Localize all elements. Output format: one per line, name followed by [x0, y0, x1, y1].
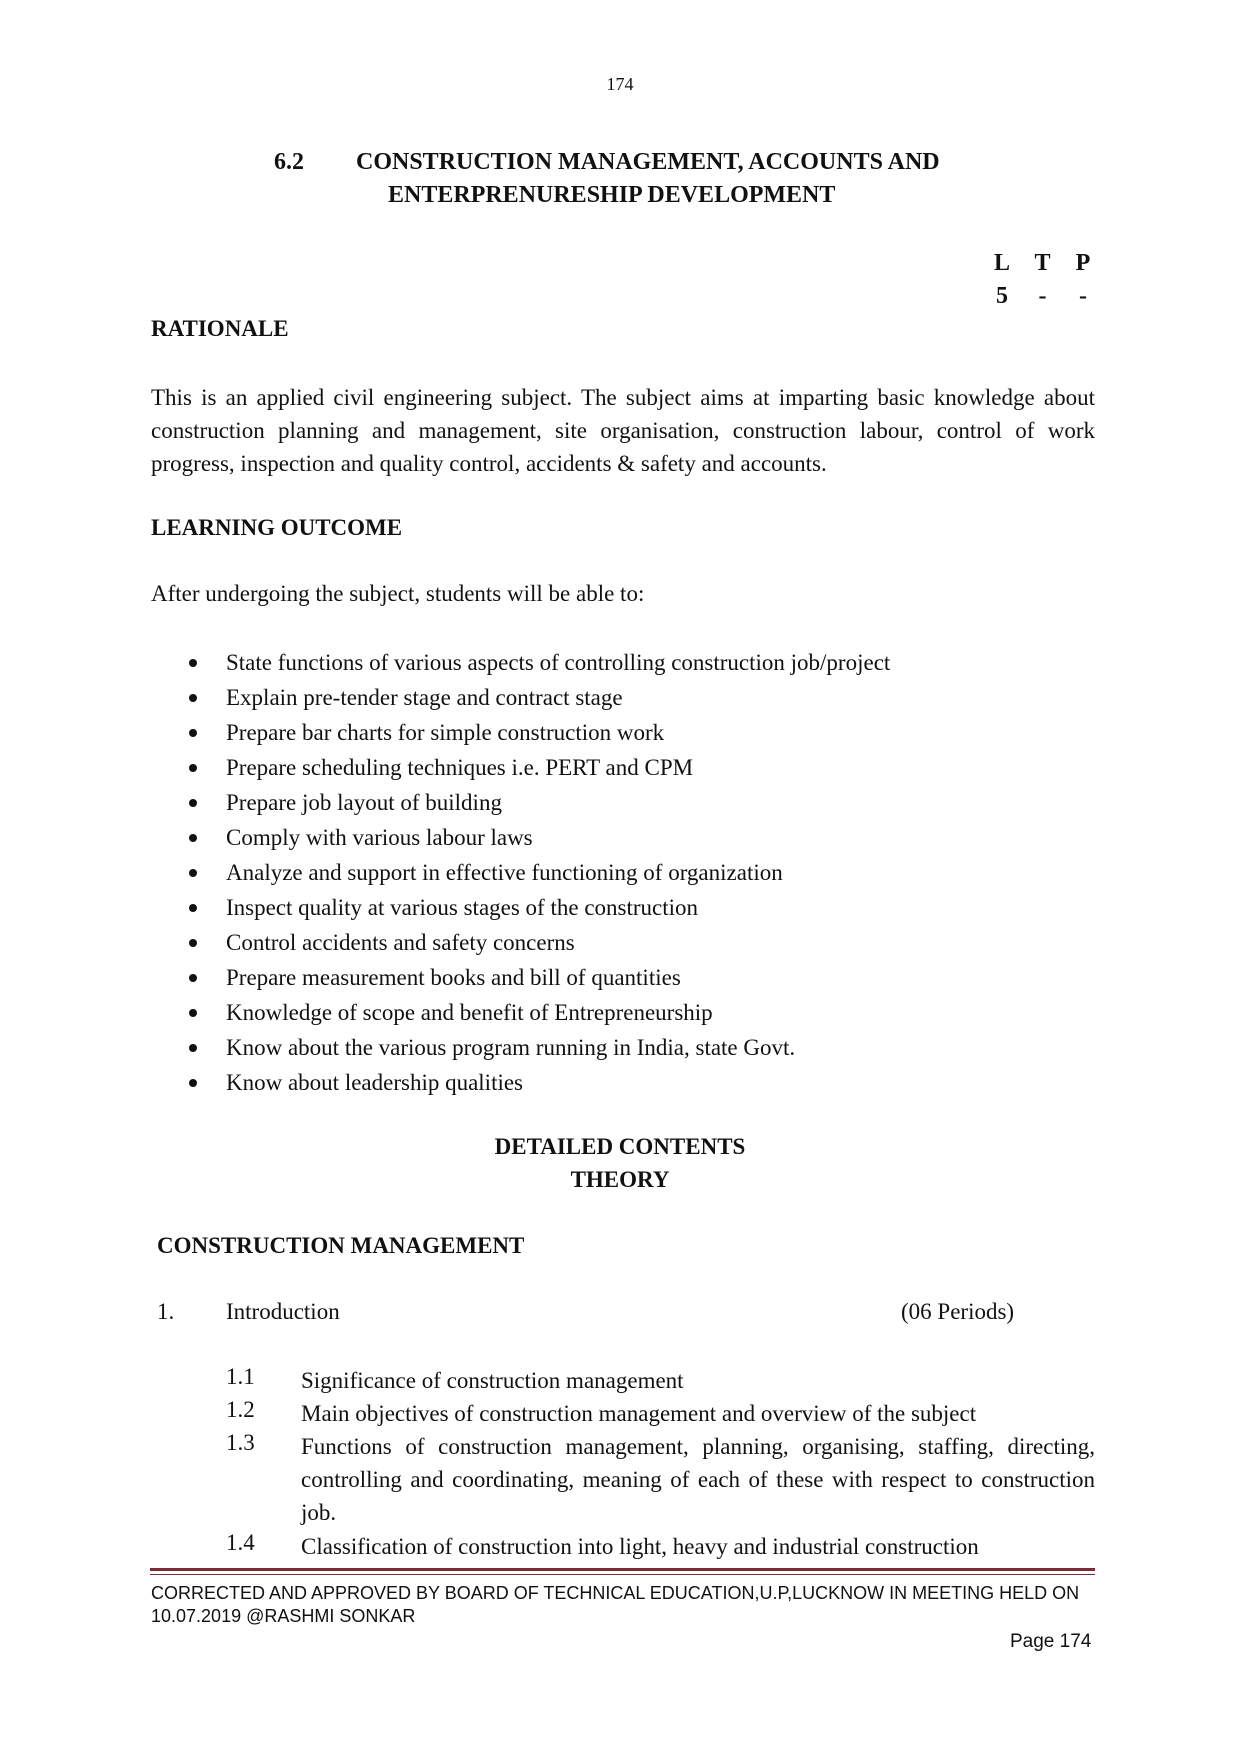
- subitem-text: Classification of construction into light, heavy and industrial construction: [301, 1534, 979, 1559]
- list-item: Prepare scheduling techniques i.e. PERT and CPM: [185, 750, 890, 785]
- footer-page-number: Page 174: [1010, 1631, 1092, 1652]
- list-item: Know about the various program running in India, state Govt.: [185, 1030, 890, 1065]
- unit-number: 1.: [157, 1299, 175, 1324]
- ltp-value-l: 5: [996, 283, 1008, 309]
- bullet-icon: [189, 729, 197, 737]
- footer-approval-note: CORRECTED AND APPROVED BY BOARD OF TECHNICAL EDUCATION,U.P,LUCKNOW IN MEETING HELD ON 10.07.2019 @RASHMI SONKAR: [151, 1583, 1080, 1626]
- bullet-icon: [189, 1009, 197, 1017]
- ltp-value-p: -: [1079, 283, 1087, 309]
- learning-outcome-heading: LEARNING OUTCOME: [151, 515, 403, 540]
- bullet-icon: [189, 869, 197, 877]
- ltp-value-row: [990, 283, 1095, 310]
- title-line-1: CONSTRUCTION MANAGEMENT, ACCOUNTS AND: [356, 149, 940, 175]
- learning-outcome-intro: After undergoing the subject, students will be able to:: [151, 581, 645, 606]
- bullet-icon: [189, 834, 197, 842]
- bullet-icon: [189, 1044, 197, 1052]
- subitem-number: 1.3: [226, 1430, 255, 1455]
- section-number: 6.2: [274, 149, 304, 175]
- list-item: Prepare measurement books and bill of quantities: [185, 960, 890, 995]
- page-number-top: 174: [606, 74, 634, 94]
- subitem-text: Significance of construction management: [301, 1368, 684, 1393]
- ltp-value-t: -: [1038, 283, 1047, 309]
- construction-management-heading: CONSTRUCTION MANAGEMENT: [157, 1233, 525, 1258]
- footer-divider-thin: [150, 1574, 1095, 1575]
- title-line-2: ENTERPRENURESHIP DEVELOPMENT: [388, 182, 836, 208]
- subitem-text: Main objectives of construction management and overview of the subject: [301, 1401, 977, 1426]
- detailed-contents-heading: DETAILED CONTENTS: [494, 1134, 746, 1159]
- bullet-icon: [189, 694, 197, 702]
- theory-heading: THEORY: [570, 1167, 670, 1192]
- rationale-paragraph: This is an applied civil engineering subject. The subject aims at imparting basic knowledge about construction planning and management, site organisation, construction labour, control of work progress, inspection and quality control, accidents & safety and accounts.: [151, 385, 1095, 476]
- bullet-icon: [189, 659, 197, 667]
- list-item: Control accidents and safety concerns: [185, 925, 890, 960]
- subitem-number: 1.2: [226, 1397, 255, 1422]
- list-item: Analyze and support in effective functioning of organization: [185, 855, 890, 890]
- ltp-header-l: L: [993, 250, 1010, 276]
- subitem-number: 1.4: [226, 1530, 255, 1555]
- bullet-icon: [189, 764, 197, 772]
- unit-periods: (06 Periods): [901, 1299, 1015, 1324]
- bullet-icon: [189, 974, 197, 982]
- list-item: Knowledge of scope and benefit of Entrepreneurship: [185, 995, 890, 1030]
- list-item: Inspect quality at various stages of the construction: [185, 890, 890, 925]
- list-item: Comply with various labour laws: [185, 820, 890, 855]
- ltp-header-t: T: [1034, 250, 1051, 276]
- ltp-header-row: [990, 250, 1095, 277]
- list-item: Know about leadership qualities: [185, 1065, 890, 1100]
- footer-divider: [150, 1568, 1095, 1571]
- list-item: State functions of various aspects of controlling construction job/project: [185, 645, 890, 680]
- list-item: Explain pre-tender stage and contract stage: [185, 680, 890, 715]
- unit-title: Introduction: [226, 1299, 340, 1324]
- ltp-header-p: P: [1075, 250, 1091, 276]
- bullet-icon: [189, 939, 197, 947]
- bullet-icon: [189, 1079, 197, 1087]
- subitem-text: Functions of construction management, planning, organising, staffing, directing, controlling and coordinating, meaning of each of these with respect to construction job.: [301, 1434, 1095, 1525]
- list-item: Prepare job layout of building: [185, 785, 890, 820]
- subitem-number: 1.1: [226, 1364, 255, 1389]
- bullet-icon: [189, 799, 197, 807]
- learning-outcome-list: [185, 645, 890, 1100]
- bullet-icon: [189, 904, 197, 912]
- rationale-heading: RATIONALE: [151, 316, 289, 341]
- list-item: Prepare bar charts for simple construction work: [185, 715, 890, 750]
